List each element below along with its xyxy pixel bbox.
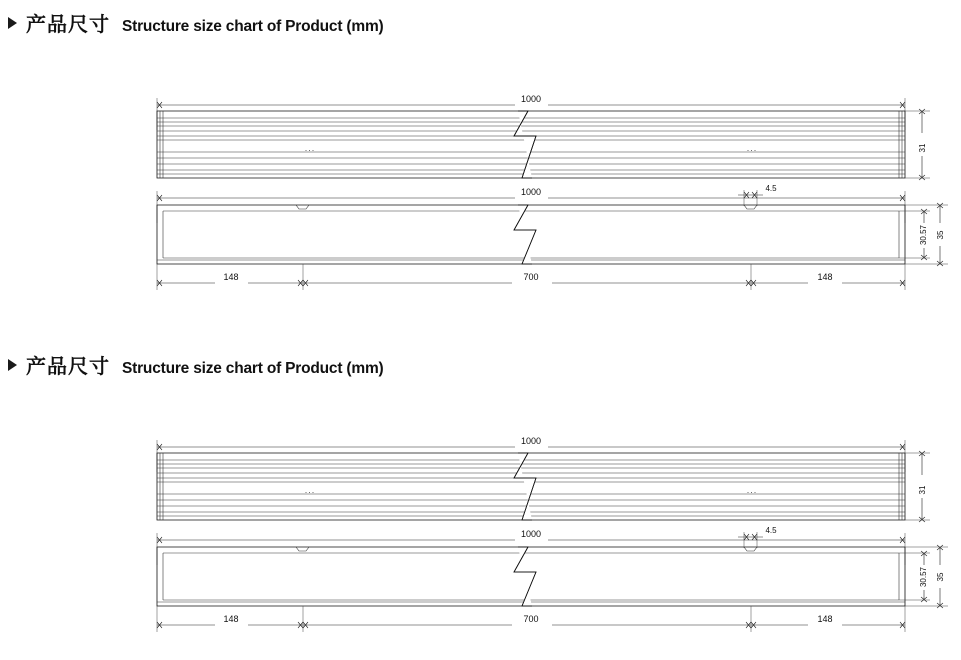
triangle-right-icon	[8, 359, 17, 371]
dim-top-height-2: 31	[918, 485, 927, 495]
section-heading-2	[8, 350, 384, 379]
dim-seg-left-2: 148	[223, 614, 239, 624]
section-title-cn-1: 产品尺寸	[26, 12, 110, 36]
dim-side-inner-height-1: 30.57	[919, 224, 928, 246]
dim-top-length-2: 1000	[520, 436, 542, 446]
drawing-svg-1	[0, 78, 961, 318]
dim-side-height-1: 35	[936, 230, 945, 240]
dim-side-inner-height-2: 30.57	[919, 566, 928, 588]
dim-top-length-1: 1000	[520, 94, 542, 104]
section-title-en-1: Structure size chart of Product (mm)	[122, 18, 384, 35]
dim-seg-left-1: 148	[223, 272, 239, 282]
ellipsis-top-left-1: ...	[304, 143, 316, 153]
dim-side-height-2: 35	[936, 572, 945, 582]
dim-seg-center-2: 700	[523, 614, 539, 624]
triangle-right-icon	[8, 17, 17, 29]
dim-side-length-2: 1000	[520, 529, 542, 539]
drawing-svg-2	[0, 420, 961, 660]
ellipsis-top-right-1: ...	[746, 143, 758, 153]
dim-top-height-1: 31	[918, 143, 927, 153]
dim-seg-right-1: 148	[817, 272, 833, 282]
section-title-cn-2: 产品尺寸	[26, 354, 110, 378]
dim-seg-center-1: 700	[523, 272, 539, 282]
product-drawing-1	[0, 78, 961, 318]
ellipsis-top-left-2: ...	[304, 485, 316, 495]
dim-notch-2: 4.5	[765, 526, 777, 535]
dim-side-length-1: 1000	[520, 187, 542, 197]
ellipsis-top-right-2: ...	[746, 485, 758, 495]
section-title-en-2: Structure size chart of Product (mm)	[122, 360, 384, 377]
product-drawing-2	[0, 420, 961, 660]
section-heading-1	[8, 8, 384, 37]
dim-seg-right-2: 148	[817, 614, 833, 624]
dim-notch-1: 4.5	[765, 184, 777, 193]
